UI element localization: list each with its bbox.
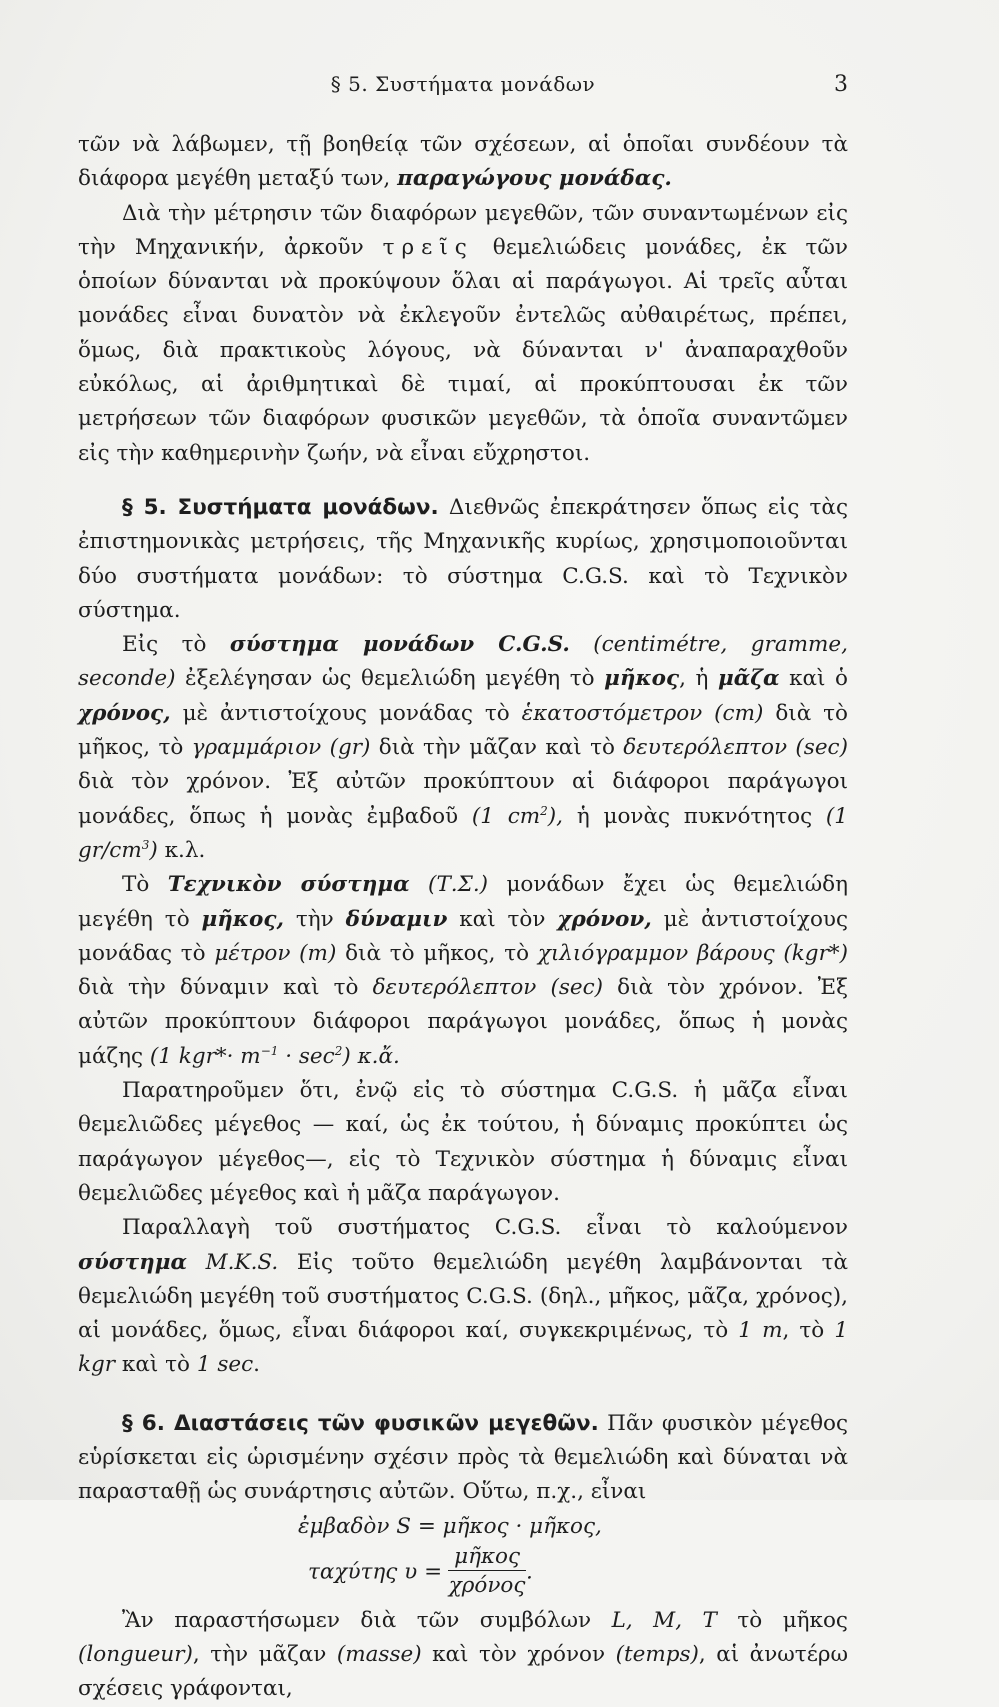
text-run: μὲ ἀντιστοίχους μονάδας τὸ [170, 700, 522, 726]
unit-text: ) [149, 837, 158, 863]
term-cgs-expansion: (centimétre, gramme, seconde) [78, 632, 848, 692]
text-run: διὰ τὸν χρόνον. Ἐξ αὐτῶν προκύπτουν διάφοροι παράγωγοι μονάδες, ὅπως ἡ μονὰς μάζης [78, 975, 848, 1069]
header-title: § 5. Συστήματα μονάδων [330, 72, 596, 96]
term-length: μῆκος [604, 666, 680, 692]
term-second: δευτερόλεπτον (sec) [372, 975, 604, 1001]
equation-lhs: ἐμβαδὸν S [298, 1513, 411, 1539]
paragraph-derived-units [78, 128, 848, 197]
unit-mass [150, 1044, 400, 1069]
page-number: 3 [834, 72, 848, 97]
page-body [78, 128, 848, 1707]
text-run: καὶ ὁ [779, 666, 848, 692]
equation-velocity [78, 1544, 848, 1604]
text-run: διὰ τὸ μῆκος, τὸ [336, 940, 538, 966]
term-technical-system: Τεχνικὸν σύστημα [167, 872, 410, 898]
text-run: Διεθνῶς ἐπεκράτησεν ὅπως εἰς τὰς ἐπιστημονικὰς μετρήσεις, τῆς Μηχανικῆς κυρίως, χρησιμοποιοῦνται δύο συστήματα μονάδων: τὸ σύστημα C.G.S. καὶ τὸ Τεχνικὸν σύστημα. [78, 494, 848, 623]
text-run: τὸ μῆκος [716, 1607, 848, 1633]
unit-metre: 1 m [738, 1318, 783, 1344]
equation-lhs: ταχύτης υ = [308, 1559, 443, 1585]
text-run: Ἂν παραστήσωμεν διὰ τῶν συμβόλων [122, 1607, 612, 1633]
text-run: Εἰς τοῦτο θεμελιώδη μεγέθη λαμβάνονται τὰ θεμελιώδη μεγέθη τοῦ συστήματος C.G.S. (δηλ., μῆκος, μᾶζα, χρόνος), αἱ μονάδες, ὅμως, εἶναι διάφοροι καί, συγκεκριμένως, τὸ [78, 1249, 848, 1344]
term-time: χρόνον, [557, 906, 652, 932]
fraction [448, 1544, 526, 1601]
term-length: μῆκος, [201, 906, 284, 932]
text-run: Τὸ [122, 872, 168, 898]
text-run: μὲ ἀντιστοίχους μονάδας τὸ [78, 906, 849, 966]
text-run: τὴν [283, 906, 346, 932]
text-run: μονάδων ἔχει ὡς θεμελιώδη μεγέθη τὸ [78, 872, 849, 932]
term-masse: (masse) [336, 1642, 422, 1668]
term-centimetre: ἑκατοστόμετρον (cm) [521, 700, 764, 726]
unit-text: ), [547, 803, 564, 829]
text-run: διὰ τὴν δύναμιν καὶ τὸ [78, 975, 373, 1001]
paragraph-fundamental-units [78, 197, 848, 471]
fraction-numerator: μῆκος [448, 1544, 526, 1571]
spacer [78, 471, 848, 491]
text-run: θεμελιώδεις μονάδες, ἐκ τῶν ὁποίων δύνανται νὰ προκύψουν ὅλαι αἱ παράγωγοι. Αἱ τρεῖς αὗται μονάδες εἶναι δυνατὸν νὰ ἐκλεγοῦν ἐντελῶς αὐθαιρέτως, πρέπει, ὅμως, διὰ πρακτικοὺς λόγους, νὰ δύνανται ν' ἀναπαραχθοῦν εὐκόλως, αἱ ἀριθμητικαὶ δὲ τιμαί, αἱ προκύπτουσαι ἐκ τῶν μετρήσεων τῶν διαφόρων φυσικῶν μεγεθῶν, τὰ ὁποῖα συναντῶμεν εἰς τὴν καθημερινὴν ζωήν, νὰ εἶναι εὔχρηστοι. [78, 234, 848, 466]
unit-text: (1 kgr*· m [149, 1043, 261, 1069]
term-longueur: (longueur) [78, 1642, 193, 1668]
text-run: καὶ τὸν [447, 906, 558, 932]
term-force: δύναμιν [345, 906, 448, 932]
term-kilogram-force: χιλιόγραμμον βάρους (kgr*) [537, 940, 848, 966]
text-run: . [253, 1352, 260, 1378]
paragraph-mks-system [78, 1211, 848, 1382]
superscript: 2 [540, 803, 548, 818]
emphasis-derived-units: παραγώγους μονάδας. [397, 166, 672, 192]
term-mass: μᾶζα [717, 666, 780, 692]
text-run: διὰ τὸ μῆκος, τὸ [78, 700, 848, 761]
text-run: Πᾶν φυσικὸν μέγεθος εὑρίσκεται εἰς ὡρισμένην σχέσιν πρὸς τὰ θεμελιώδη καὶ δύναται νὰ παρασταθῇ ὡς συνάρτησις αὐτῶν. Οὕτω, π.χ., εἶναι [78, 1410, 848, 1505]
text-run: , τὴν μᾶζαν [192, 1642, 337, 1668]
paragraph-technical-system [78, 868, 848, 1074]
unit-kgr: 1 kgr [78, 1318, 849, 1378]
paragraph-cgs-system [78, 628, 848, 868]
section-6-heading: § 6. Διαστάσεις τῶν φυσικῶν μεγεθῶν. [122, 1410, 599, 1436]
section-5-paragraph [78, 491, 848, 628]
text-run: Διὰ τὴν μέτρησιν τῶν διαφόρων μεγεθῶν, τῶν συναντωμένων εἰς τὴν Μηχανικήν, ἀρκοῦν [78, 200, 848, 260]
spacer [78, 1383, 848, 1407]
text-run: ἐξελέγησαν ὡς θεμελιώδη μεγέθη τὸ [175, 666, 605, 692]
text-run: , ἡ [679, 666, 718, 692]
paragraph-observation: Παρατηροῦμεν ὅτι, ἐνῷ εἰς τὸ σύστημα C.G.S. ἡ μᾶζα εἶναι θεμελιῶδες μέγεθος — καί, ὡς ἐκ τούτου, ἡ δύναμις προκύπτει ὡς παράγωγον μέγεθος—, εἰς τὸ Τεχνικὸν σύστημα ἡ δύναμις εἶναι θεμελιῶδες μέγεθος καὶ ἡ μᾶζα παράγωγον. [78, 1078, 848, 1206]
superscript: −1 [260, 1043, 279, 1058]
unit-text: · sec [278, 1043, 335, 1069]
term-mks-system: σύστημα [78, 1249, 188, 1275]
symbols-lmt: L, M, T [611, 1607, 717, 1633]
text-run: Παραλλαγὴ τοῦ συστήματος C.G.S. εἶναι τὸ καλούμενον [122, 1215, 848, 1241]
term-cgs-system: σύστημα μονάδων C.G.S. [229, 632, 570, 658]
unit-text: (1 gr/cm [78, 803, 848, 863]
equation-end: . [526, 1559, 533, 1585]
equation-rhs: = μῆκος · μῆκος, [410, 1513, 602, 1539]
equation-area [78, 1510, 848, 1544]
unit-text: (1 cm [471, 803, 541, 829]
text-run: καὶ τὸν χρόνον [421, 1642, 616, 1668]
term-gram: γραμμάριον (gr) [191, 735, 371, 761]
text-run: ἡ μονὰς πυκνότητος [563, 803, 826, 829]
text-run: , αἱ ἀνωτέρω σχέσεις γράφονται, [78, 1642, 849, 1702]
text-run: διὰ τὸν χρόνον. Ἐξ αὐτῶν προκύπτουν αἱ διάφοροι παράγωγοι μονάδες, ὅπως ἡ μονὰς ἐμβαδοῦ [78, 769, 848, 829]
text-run: , τὸ [782, 1318, 835, 1344]
running-header [78, 72, 848, 102]
text-run: Εἰς τὸ [122, 632, 230, 658]
paragraph-dimension-symbols [78, 1604, 848, 1707]
section-5-heading: § 5. Συστήματα μονάδων. [122, 494, 439, 520]
superscript: 3 [141, 837, 150, 852]
fraction-denominator: χρόνος [448, 1572, 526, 1598]
spaced-emphasis: τρεῖς [382, 234, 474, 260]
text-run: τῶν νὰ λάβωμεν, τῇ βοηθείᾳ τῶν σχέσεων, αἱ ὁποῖαι συνδέουν τὰ διάφορα μεγέθη μεταξύ των, [78, 132, 848, 192]
term-metre: μέτρον (m) [214, 940, 337, 966]
section-6-paragraph [78, 1407, 848, 1510]
term-temps: (temps) [615, 1642, 699, 1668]
term-technical-abbrev: (Τ.Σ.) [409, 872, 489, 898]
unit-text: ) κ.ἄ. [342, 1043, 400, 1069]
term-mks-abbrev: M.K.S. [205, 1249, 279, 1275]
text-run: κ.λ. [157, 837, 206, 863]
text-run: καὶ τὸ [115, 1352, 197, 1378]
superscript: 2 [334, 1043, 343, 1058]
text-run: διὰ τὴν μᾶζαν καὶ τὸ [370, 735, 624, 761]
unit-area [472, 804, 563, 829]
term-time: χρόνος, [78, 700, 171, 726]
term-second: δευτερόλεπτον (sec) [623, 735, 848, 761]
unit-sec: 1 sec [196, 1352, 254, 1378]
